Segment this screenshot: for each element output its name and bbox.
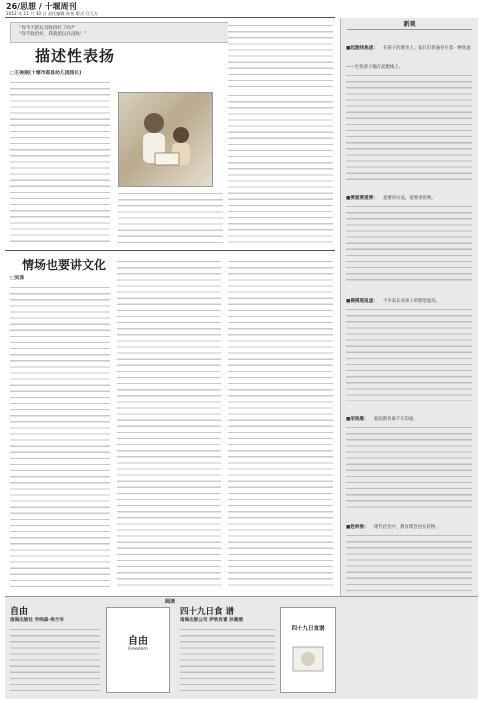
feature-2-byline: □吴涤 <box>10 276 25 281</box>
book-2-byline: 南海出版公司 伊吹有喜 孙惠丽 <box>180 618 243 623</box>
book-1-cover-sub: Freedom <box>128 647 148 652</box>
feature-2-col-2 <box>117 258 221 589</box>
book-1-title: 自由 <box>10 607 29 617</box>
book-2-text <box>180 626 275 694</box>
right-item-1-head: ■起跑线焦虑： <box>346 46 378 51</box>
right-item-4-head: ■家钱靠： <box>346 417 369 422</box>
feature-1-col-3-top <box>228 22 333 90</box>
right-item-3 <box>346 287 472 401</box>
family-reading-photo <box>118 92 213 187</box>
section-rule-1 <box>5 250 335 251</box>
right-column-header: 新观 <box>347 21 472 30</box>
right-item-1 <box>346 34 472 180</box>
right-item-3-head: ■模模现报虚： <box>346 299 378 304</box>
page-section: 26/思想 / 十堰周刊 <box>6 2 77 11</box>
right-item-5-text: 现代社会中，教育理念也在转换。 <box>373 525 440 530</box>
feature-1-col-2 <box>118 190 223 244</box>
feature-1-title: 描述性表扬 <box>35 47 116 65</box>
right-item-3-text: 不少家长对孩子的期望虚高。 <box>383 299 441 304</box>
book-1-text <box>10 626 100 694</box>
quote-line-1: “你今天把玩具收拾好了吗?” <box>19 26 76 31</box>
right-item-5-head: ■姓转换： <box>346 525 369 530</box>
bottom-band-header: 阅读 <box>164 599 175 605</box>
feature-1-col-1 <box>10 79 110 244</box>
right-item-2-head: ■要爱要爱要： <box>346 196 378 201</box>
book-2-cover <box>280 607 336 693</box>
book-1-byline: 南海出版社 乔纳森·弗兰岑 <box>10 618 64 623</box>
feature-2-col-3 <box>228 258 333 589</box>
right-item-2-text: 爱要讲方法，爱要讲原则。 <box>383 196 436 201</box>
right-item-4 <box>346 405 472 509</box>
right-item-2 <box>346 184 472 283</box>
quote-line-2: “你不收拾好，我就把玩具没收！” <box>19 32 87 38</box>
right-item-1-text: 在孩子的教育上，家长们普遍存在着一种焦虑——生怕孩子输在起跑线上。 <box>346 46 471 70</box>
book-2-title: 四十九日食 谱 <box>180 607 234 617</box>
masthead-rule <box>5 17 335 18</box>
feature-1-col-3 <box>228 92 333 244</box>
date-line: 2012 年 11 月 30 日 责任编辑:孙怡 版式:吕大方 <box>6 11 99 16</box>
book-1-cover <box>106 607 170 693</box>
book-2-cover-title: 四十九日食谱 <box>291 626 325 632</box>
feature-2-col-1 <box>10 284 110 589</box>
feature-1-byline: □王俊丽(十堰市郧县幼儿园园长) <box>10 71 82 76</box>
family-reading-illustration <box>119 93 214 188</box>
feature-2-title: 情场也要讲文化 <box>22 258 107 272</box>
right-column-items <box>346 34 472 627</box>
book-1-cover-title: 自由 <box>128 636 148 647</box>
masthead <box>6 2 346 16</box>
book-2-cover-art <box>281 633 335 683</box>
right-item-4-text: 家庭教育离不开沟通。 <box>373 417 418 422</box>
